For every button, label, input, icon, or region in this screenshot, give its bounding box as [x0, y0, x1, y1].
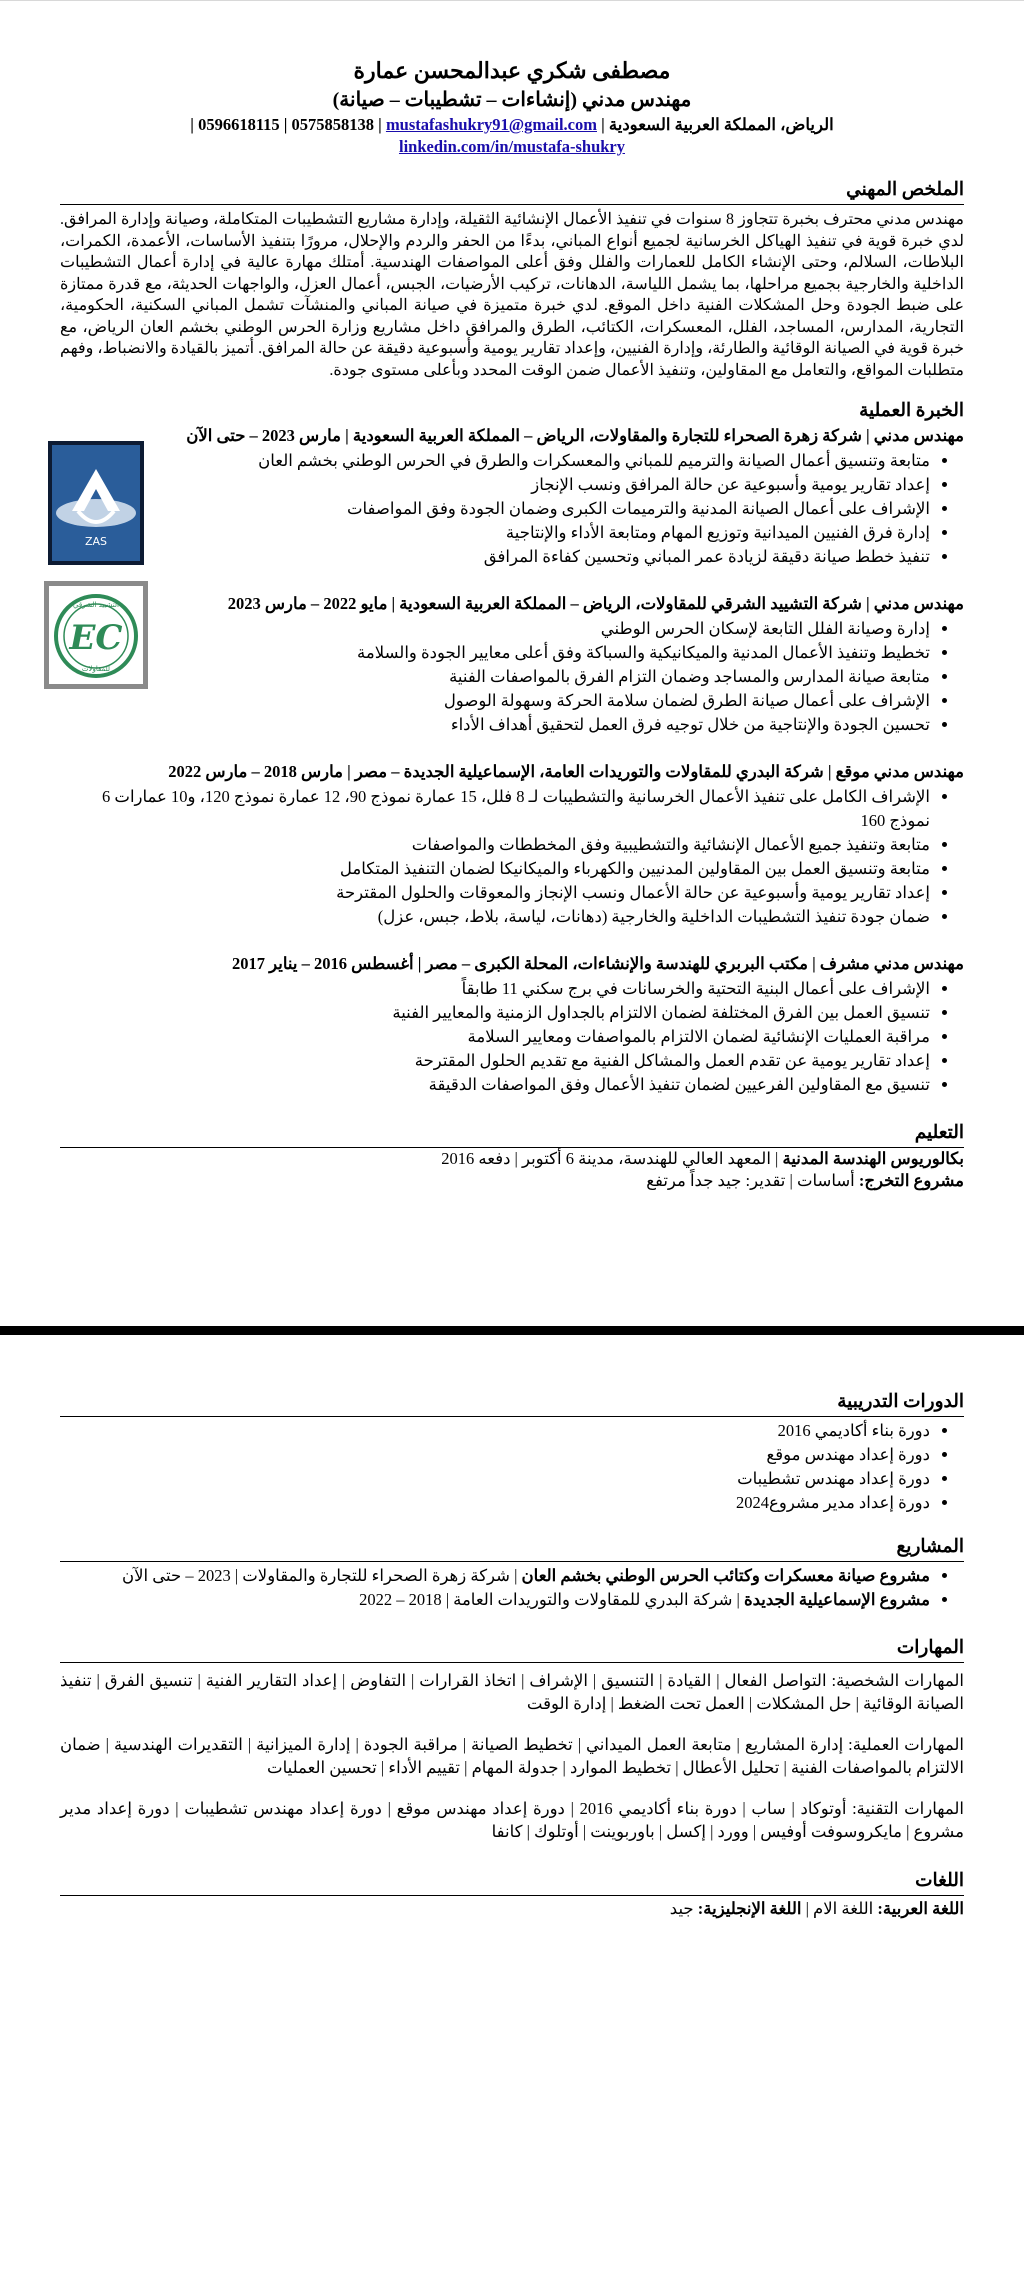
projects-heading: المشاريع — [60, 1535, 964, 1562]
list-item: • دورة إعداد مهندس تشطيبات — [60, 1467, 930, 1491]
list-item: • الإشراف على أعمال البنية التحتية والخرسانات في برج سكني 11 طابقاً — [60, 977, 930, 1001]
skills-practical: المهارات العملية: إدارة المشاريع | متابعة العمل الميداني | تخطيط الصيانة | مراقبة الجودة | إدارة الميزانية | التقديرات الهندسية | ضمان الالتزام بالمواصفات الفنية | تحليل الأعطال | تخطيط الموارد | جدولة المهام | تقييم الأداء | تحسين العمليات — [60, 1735, 964, 1777]
zahrat-alsahraa-logo — [48, 441, 144, 565]
projects-list — [60, 1564, 964, 1612]
education-degree: بكالوريوس الهندسة المدنية | المعهد العالي للهندسة، مدينة 6 أكتوبر | دفعه 2016 — [441, 1149, 964, 1168]
svg-text:للمقاولات: للمقاولات — [81, 665, 111, 673]
svg-text:EC: EC — [69, 618, 123, 658]
job-entry — [60, 761, 964, 929]
list-item: • الإشراف الكامل على تنفيذ الأعمال الخرسانية والتشطيبات لـ 8 فلل، 15 عمارة نموذج 90، 12 عمارة نموذج 120، و10 عمارات 6 نموذج 160 — [60, 785, 930, 833]
summary-text: مهندس مدني محترف بخبرة تتجاوز 8 سنوات في تنفيذ الأعمال الإنشائية الثقيلة، وإدارة مشاريع التشطيبات المتكاملة، وصيانة وإدارة المرافق. لدي خبرة قوية في تنفيذ الهياكل الخرسانية لجميع أنواع المباني، بدءًا من الحفر والردم والإحلال، مرورًا بتنفيذ الأساسات، الأعمدة، الكمرات، البلاطات، السلالم، وحتى الإنشاء الكامل للعمارات والفلل وفق أعلى المواصفات الهندسية. أمتلك مهارة عالية في إدارة أعمال التشطيبات الداخلية والخارجية بجميع مراحلها، بما يشمل اللياسة، الدهانات، تركيب الأرضيات، الجبس، أعمال العزل، والواجهات الحديثة، مع قدرة ممتازة على ضبط الجودة وحل المشكلات الفنية داخل الموقع. لدي خبرة متميزة في صيانة المباني والمنشآت تشمل المباني السكنية، الحكومية، التجارية، المدارس، المساجد، الفلل، المعسكرات، الكتائب، الطرق والمرافق داخل مشاريع وزارة الحرس الوطني بخشم العان الرياض، مع خبرة قوية في الصيانة الوقائية والطارئة، وإدارة الفنيين، وإعداد تقارير يومية وأسبوعية دقيقة عن حالة المرافق. أتميز بالقيادة والانضباط، وفهم متطلبات المواقع، والتعامل مع المقاولين، وتنفيذ الأعمال ضمن الوقت المحدد وبأعلى مستوى جودة. — [60, 211, 965, 379]
list-item: • إدارة وصيانة الفلل التابعة لإسكان الحرس الوطني — [60, 617, 930, 641]
job-title: مهندس مدني | شركة زهرة الصحراء للتجارة والمقاولات، الرياض – المملكة العربية السعودية | مارس 2023 – حتى الآن — [186, 426, 964, 445]
job-entry — [60, 593, 964, 737]
contact-line: الرياض، المملكة العربية السعودية | 0596618115 | 0575858138 | mustafashukry91@gmail.com | — [190, 115, 834, 134]
email-link[interactable]: mustafashukry91@gmail.com — [385, 115, 597, 134]
job-title: مهندس مدني موقع | شركة البدري للمقاولات والتوريدات العامة، الإسماعيلية الجديدة – مصر | مارس 2018 – مارس 2022 — [168, 762, 964, 781]
list-item: • تنسيق مع المقاولين الفرعيين لضمان تنفيذ الأعمال وفق المواصفات الدقيقة — [60, 1073, 930, 1097]
page-break-divider — [0, 1326, 1024, 1335]
list-item: • متابعة صيانة المدارس والمساجد وضمان التزام الفرق بالمواصفات الفنية — [60, 665, 930, 689]
languages-heading: اللغات — [60, 1869, 964, 1896]
list-item: • ضمان جودة تنفيذ التشطيبات الداخلية والخارجية (دهانات، لياسة، بلاط، جبس، عزل) — [60, 905, 930, 929]
summary-heading: الملخص المهني — [60, 178, 964, 205]
courses-heading: الدورات التدريبية — [60, 1390, 964, 1417]
list-item: • مراقبة العمليات الإنشائية لضمان الالتزام بالمواصفات ومعايير السلامة — [60, 1025, 930, 1049]
list-item: • إعداد تقارير يومية وأسبوعية عن حالة الأعمال ونسب الإنجاز والمعوقات والحلول المقترحة — [60, 881, 930, 905]
list-item: • دورة إعداد مدير مشروع2024 — [60, 1491, 930, 1515]
list-item: • الإشراف على أعمال الصيانة المدنية والترميمات الكبرى وضمان الجودة وفق المواصفات — [60, 497, 930, 521]
job-title: مهندس مدني مشرف | مكتب البربري للهندسة والإنشاءات، المحلة الكبرى – مصر | أغسطس 2016 – يناير 2017 — [232, 954, 964, 973]
list-item: • تخطيط وتنفيذ الأعمال المدنية والميكانيكية والسباكة وفق أعلى معايير الجودة والسلامة — [60, 641, 930, 665]
page-top-border — [0, 0, 1024, 1]
list-item: • إعداد تقارير يومية عن تقدم العمل والمشاكل الفنية مع تقديم الحلول المقترحة — [60, 1049, 930, 1073]
courses-list — [60, 1419, 964, 1515]
list-item: • تنسيق العمل بين الفرق المختلفة لضمان الالتزام بالجداول الزمنية والمعايير الفنية — [60, 1001, 930, 1025]
education-heading: التعليم — [60, 1121, 964, 1148]
svg-text:التشييد الشرقي: التشييد الشرقي — [73, 601, 119, 609]
list-item: • متابعة وتنسيق العمل بين المقاولين المدنيين والكهرباء والميكانيكا لضمان التنفيذ المتكامل — [60, 857, 930, 881]
resume-page-1 — [60, 56, 964, 1192]
job-entry — [60, 425, 964, 569]
list-item: • إعداد تقارير يومية وأسبوعية عن حالة المرافق ونسب الإنجاز — [60, 473, 930, 497]
skills-heading: المهارات — [60, 1636, 964, 1663]
list-item: • متابعة وتنسيق أعمال الصيانة والترميم للمباني والمعسكرات والطرق في الحرس الوطني بخشم العان — [60, 449, 930, 473]
experience-heading: الخبرة العملية — [859, 401, 964, 421]
eastern-construction-logo — [44, 581, 148, 689]
list-item: • تحسين الجودة والإنتاجية من خلال توجيه فرق العمل لتحقيق أهداف الأداء — [60, 713, 930, 737]
location: الرياض، المملكة العربية السعودية — [608, 115, 834, 134]
candidate-name: مصطفى شكري عبدالمحسن عمارة — [353, 58, 671, 83]
list-item: • دورة بناء أكاديمي 2016 — [60, 1419, 930, 1443]
job-bullets — [60, 449, 964, 569]
list-item: • دورة إعداد مهندس موقع — [60, 1443, 930, 1467]
list-item: • مشروع الإسماعيلية الجديدة | شركة البدري للمقاولات والتوريدات العامة | 2018 – 2022 — [60, 1588, 930, 1612]
education-project: مشروع التخرج: أساسات | تقدير: جيد جداً مرتفع — [646, 1171, 964, 1190]
job-bullets — [60, 977, 964, 1097]
skills-personal: المهارات الشخصية: التواصل الفعال | القيادة | التنسيق | الإشراف | اتخاذ القرارات | التفاوض | إعداد التقارير الفنية | تنسيق الفرق | تنفيذ الصيانة الوقائية | حل المشكلات | العمل تحت الضغط | إدارة الوقت — [60, 1671, 964, 1713]
job-bullets — [60, 617, 964, 737]
linkedin-link[interactable]: linkedin.com/in/mustafa-shukry — [398, 137, 625, 156]
job-entry — [60, 953, 964, 1097]
phone-2: 0575858138 — [291, 115, 375, 134]
svg-text:ZAS: ZAS — [84, 535, 108, 548]
phone-1: 0596618115 — [198, 115, 280, 134]
job-bullets — [60, 785, 964, 929]
resume-header — [60, 56, 964, 158]
candidate-title: مهندس مدني (إنشاءات – تشطيبات – صيانة) — [332, 89, 692, 111]
list-item: • الإشراف على أعمال صيانة الطرق لضمان سلامة الحركة وسهولة الوصول — [60, 689, 930, 713]
list-item: • متابعة وتنفيذ جميع الأعمال الإنشائية والتشطيبية وفق المخططات والمواصفات — [60, 833, 930, 857]
list-item: • مشروع صيانة معسكرات وكتائب الحرس الوطني بخشم العان | شركة زهرة الصحراء للتجارة والمقاولات | 2023 – حتى الآن — [60, 1564, 930, 1588]
list-item: • تنفيذ خطط صيانة دقيقة لزيادة عمر المباني وتحسين كفاءة المرافق — [60, 545, 930, 569]
list-item: • إدارة فرق الفنيين الميدانية وتوزيع المهام ومتابعة الأداء والإنتاجية — [60, 521, 930, 545]
resume-page-2 — [60, 1390, 964, 1920]
job-title: مهندس مدني | شركة التشييد الشرقي للمقاولات، الرياض – المملكة العربية السعودية | مايو 2022 – مارس 2023 — [227, 594, 964, 613]
languages-line: اللغة العربية: اللغة الام | اللغة الإنجليزية: جيد — [669, 1899, 964, 1918]
skills-technical: المهارات التقنية: أوتوكاد | ساب | دورة بناء أكاديمي 2016 | دورة إعداد مهندس موقع | دورة إعداد مهندس تشطيبات | دورة إعداد مدير مشروع | مايكروسوفت أوفيس | وورد | إكسل | باوربوينت | أوتلوك | كانفا — [60, 1799, 964, 1841]
